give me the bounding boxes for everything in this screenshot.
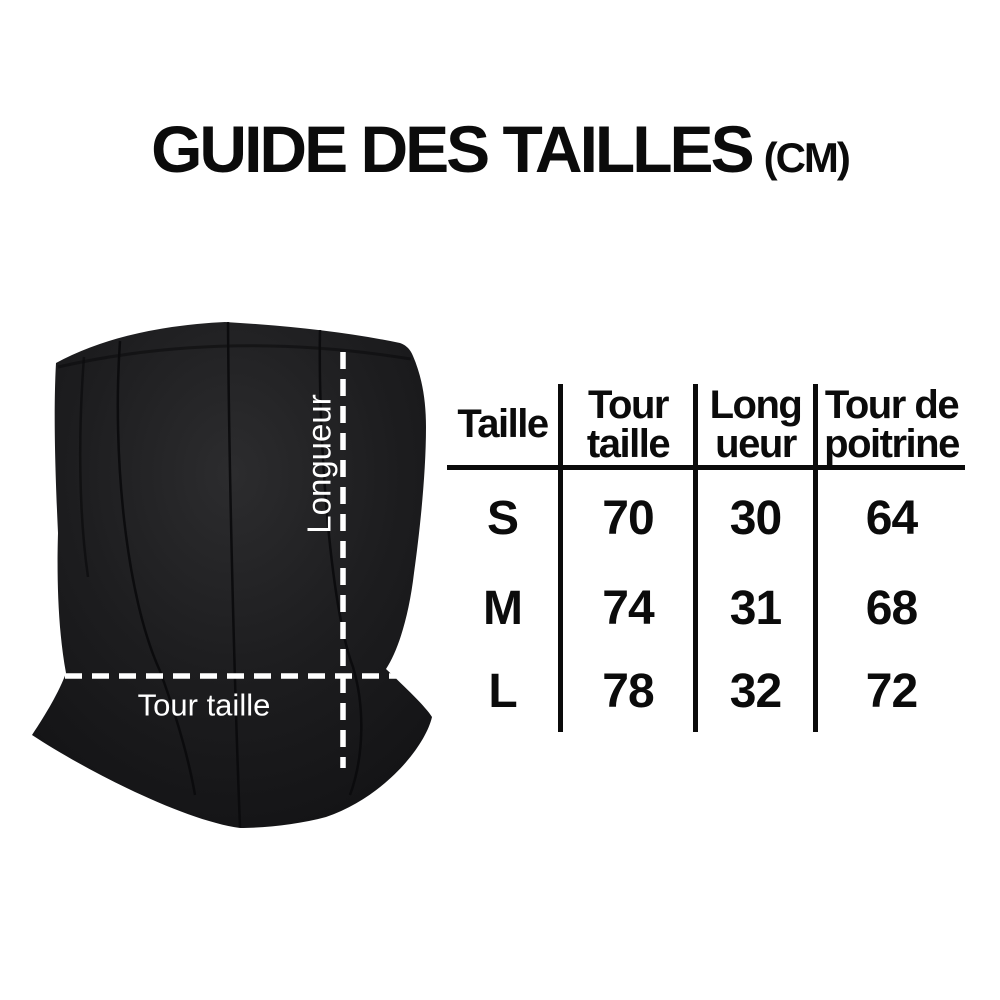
table-cell-s-longueur: 30 [698, 470, 818, 566]
page-title [0, 112, 1000, 186]
column-header-tour-de-poitrine: Tour de poitrine [818, 384, 965, 470]
size-table [447, 384, 965, 732]
corset-illustration [28, 315, 448, 863]
table-cell-l-tour-de-poitrine: 72 [865, 664, 918, 718]
table-cell-size-m: M [447, 566, 563, 650]
table-cell-s-tour-taille: 70 [563, 470, 698, 566]
table-cell-size-s: S [447, 470, 563, 566]
column-header-taille: Taille [447, 384, 563, 470]
column-header-tour-taille: Tour taille [563, 384, 698, 470]
column-header-longueur: Long ueur [698, 384, 818, 470]
table-cell-m-longueur: 31 [698, 566, 818, 650]
table-cell-l-longueur: 32 [698, 650, 818, 732]
waist-label: Tour taille [137, 687, 271, 723]
table-cell-m-tour-de-poitrine: 68 [865, 581, 918, 635]
table-cell-size-l: L [447, 650, 563, 732]
table-cell-l-tour-taille: 78 [563, 650, 698, 732]
table-cell-m-tour-taille: 74 [563, 566, 698, 650]
page-title-text: GUIDE DES TAILLES [151, 112, 752, 186]
length-label: Longueur [300, 394, 338, 534]
page-title-unit: (CM) [763, 134, 849, 181]
table-cell-s-tour-de-poitrine: 64 [865, 491, 918, 545]
